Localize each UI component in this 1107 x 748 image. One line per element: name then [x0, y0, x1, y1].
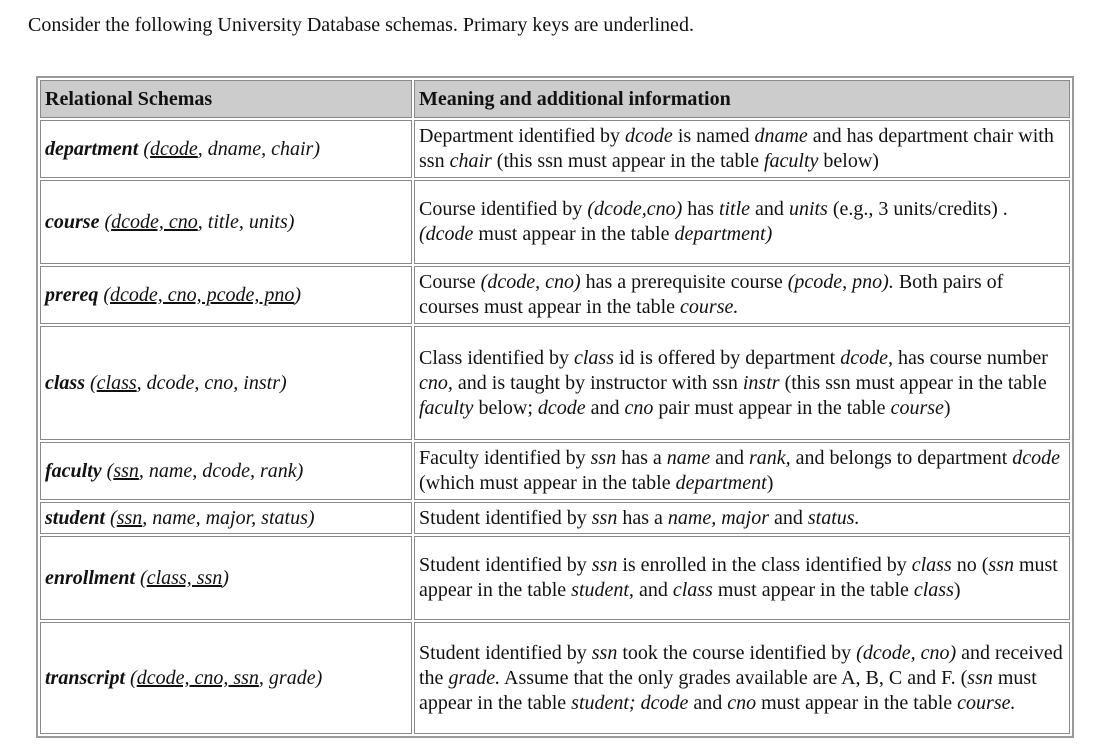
- primary-key-attributes: dcode, cno, ssn: [136, 667, 259, 689]
- relation-name: enrollment: [45, 567, 136, 589]
- meaning-text: and has department chair with ssn: [419, 125, 1054, 172]
- meaning-text: (e.g., 3 units/credits) .: [827, 198, 1008, 220]
- table-row: [40, 536, 1070, 620]
- meaning-text: must appear in the table: [419, 554, 1058, 601]
- meaning-text: (dcode, cno): [856, 641, 957, 664]
- meaning-text: (pcode, pno).: [787, 271, 894, 293]
- meaning-text: (dcode: [419, 223, 474, 245]
- meaning-text: below): [818, 150, 879, 172]
- header-meaning: Meaning and additional information: [414, 80, 1070, 118]
- meaning-cell: [414, 180, 1070, 264]
- primary-key-attributes: class, ssn: [146, 567, 223, 589]
- meaning-text: took the course identified by: [617, 641, 857, 664]
- meaning-text: ssn: [988, 554, 1014, 576]
- meaning-text: and: [769, 506, 808, 529]
- schema-cell: [40, 326, 412, 440]
- schema-cell: [40, 180, 412, 264]
- schema-cell: [40, 120, 412, 178]
- meaning-text: class: [672, 579, 713, 601]
- meaning-text: and: [585, 396, 625, 419]
- meaning-cell: [414, 502, 1070, 534]
- meaning-text: Course identified by: [419, 198, 588, 220]
- meaning-text: cno: [727, 691, 757, 714]
- relation-name: class: [45, 372, 85, 394]
- relation-name: prereq: [45, 284, 99, 306]
- meaning-cell: [414, 266, 1070, 324]
- schema-cell: [40, 536, 412, 620]
- meaning-text: Department identified by: [419, 125, 626, 147]
- meaning-text: Assume that the only grades available are A, B, C and F. (: [500, 666, 968, 689]
- meaning-text: course.: [680, 296, 739, 318]
- meaning-cell: [414, 622, 1070, 734]
- primary-key-attributes: dcode, cno, pcode, pno: [110, 284, 295, 306]
- schema-cell: [40, 502, 412, 534]
- meaning-text: has a prerequisite course: [580, 271, 788, 293]
- meaning-text: name: [666, 447, 711, 469]
- attribute-text: (: [104, 211, 112, 233]
- meaning-cell: [414, 326, 1070, 440]
- meaning-text: ssn: [591, 506, 618, 529]
- meaning-text: (dcode,cno): [587, 198, 683, 220]
- meaning-text: (this ssn must appear in the table: [491, 150, 764, 172]
- relation-name: course: [45, 211, 100, 233]
- meaning-text: and: [750, 198, 789, 220]
- meaning-text: instr: [742, 371, 780, 394]
- schema-table: [38, 78, 1072, 736]
- attribute-text: (: [130, 667, 137, 689]
- schema-cell: [40, 622, 412, 734]
- table-row: [40, 266, 1070, 324]
- meaning-text: must appear in the table: [712, 579, 914, 601]
- meaning-text: Faculty identified by: [419, 447, 591, 469]
- meaning-text: dname: [754, 125, 808, 147]
- primary-key-attributes: dcode: [150, 138, 198, 160]
- meaning-text: class: [913, 579, 954, 601]
- meaning-text: chair: [449, 150, 492, 172]
- table-body: [40, 120, 1070, 734]
- attribute-text: (: [90, 372, 97, 394]
- attribute-text: , name, major, status): [142, 507, 315, 529]
- table-row: [40, 442, 1070, 500]
- meaning-text: student; dcode: [571, 691, 689, 714]
- attribute-text: (: [143, 138, 151, 160]
- meaning-text: must appear in the table: [756, 691, 958, 714]
- meaning-text: faculty: [763, 150, 819, 172]
- meaning-text: rank,: [748, 447, 791, 469]
- attribute-text: (: [110, 507, 117, 529]
- meaning-text: and belongs to department: [790, 447, 1013, 469]
- meaning-text: Student identified by: [419, 506, 592, 529]
- schema-cell: [40, 442, 412, 500]
- header-row: [40, 80, 1070, 118]
- meaning-text: name, major: [667, 506, 769, 529]
- primary-key-attributes: dcode, cno: [111, 211, 198, 233]
- relation-name: transcript: [45, 667, 126, 689]
- meaning-text: Class identified by: [419, 346, 574, 369]
- meaning-text: ssn: [590, 447, 617, 469]
- meaning-text: (which must appear in the table: [419, 472, 676, 494]
- meaning-text: class: [573, 346, 614, 369]
- meaning-text: class: [911, 554, 952, 576]
- meaning-text: course: [890, 396, 944, 419]
- meaning-text: ssn: [591, 641, 618, 664]
- meaning-text: is enrolled in the class identified by: [617, 554, 912, 576]
- meaning-text: units: [788, 198, 828, 220]
- schema-table-frame: [36, 76, 1074, 738]
- meaning-text: has course number: [892, 346, 1048, 369]
- meaning-text: must appear in the table: [473, 223, 675, 245]
- meaning-text: is named: [672, 125, 755, 147]
- meaning-text: ): [766, 472, 774, 494]
- relation-name: faculty: [45, 460, 102, 482]
- meaning-cell: [414, 536, 1070, 620]
- meaning-text: Both pairs of courses must appear in the table: [419, 271, 1004, 318]
- attribute-text: (: [106, 460, 114, 482]
- meaning-text: course.: [957, 691, 1016, 714]
- attribute-text: (: [140, 567, 147, 589]
- meaning-text: dcode,: [840, 346, 893, 369]
- attribute-text: , dcode, cno, instr): [136, 372, 287, 394]
- attribute-text: , dname, chair): [197, 138, 320, 160]
- meaning-text: has: [682, 198, 719, 220]
- attribute-text: ): [222, 567, 229, 589]
- header-relational-schemas: Relational Schemas: [40, 80, 412, 118]
- meaning-text: pair must appear in the table: [653, 396, 891, 419]
- attribute-text: ): [294, 284, 302, 306]
- meaning-text: department): [674, 223, 773, 245]
- meaning-text: and received the: [419, 641, 1063, 689]
- attribute-text: (: [103, 284, 110, 306]
- meaning-text: ssn: [591, 554, 618, 576]
- primary-key-attributes: ssn: [116, 507, 143, 529]
- intro-text: Consider the following University Database schemas. Primary keys are underlined.: [28, 14, 694, 36]
- primary-key-attributes: ssn: [113, 460, 139, 482]
- meaning-text: status.: [807, 506, 860, 529]
- meaning-text: Student identified by: [419, 641, 592, 664]
- meaning-text: (dcode, cno): [480, 271, 581, 293]
- attribute-text: , name, dcode, rank): [138, 460, 304, 482]
- meaning-text: grade.: [448, 666, 501, 689]
- meaning-cell: [414, 120, 1070, 178]
- primary-key-attributes: class: [96, 372, 137, 394]
- meaning-text: (this ssn must appear in the table: [779, 371, 1047, 394]
- meaning-text: ): [943, 396, 951, 419]
- relation-name: department: [45, 138, 139, 160]
- table-row: [40, 326, 1070, 440]
- attribute-text: , grade): [258, 667, 323, 689]
- meaning-text: Student identified by: [419, 554, 592, 576]
- table-row: [40, 502, 1070, 534]
- meaning-text: must appear in the table: [419, 666, 1037, 714]
- meaning-text: below;: [473, 396, 538, 419]
- meaning-text: faculty: [419, 396, 474, 419]
- meaning-text: title: [718, 198, 751, 220]
- meaning-text: no (: [951, 554, 989, 576]
- meaning-cell: [414, 442, 1070, 500]
- meaning-text: dcode: [537, 396, 586, 419]
- meaning-text: department: [675, 472, 767, 494]
- schema-cell: [40, 266, 412, 324]
- meaning-text: ssn: [967, 666, 993, 689]
- table-row: [40, 622, 1070, 734]
- meaning-text: and: [633, 579, 673, 601]
- meaning-text: cno,: [419, 371, 453, 394]
- meaning-text: id is offered by department: [613, 346, 841, 369]
- meaning-text: and: [688, 691, 728, 714]
- attribute-text: , title, units): [197, 211, 295, 233]
- meaning-text: student,: [571, 579, 634, 601]
- meaning-text: has a: [616, 447, 667, 469]
- meaning-text: ): [953, 579, 961, 601]
- table-row: [40, 120, 1070, 178]
- meaning-text: Course: [419, 271, 481, 293]
- meaning-text: and: [710, 447, 749, 469]
- meaning-text: dcode: [1012, 447, 1061, 469]
- table-row: [40, 180, 1070, 264]
- relation-name: student: [45, 507, 106, 529]
- meaning-text: dcode: [625, 125, 673, 147]
- meaning-text: has a: [617, 506, 668, 529]
- meaning-text: cno: [624, 396, 654, 419]
- meaning-text: and is taught by instructor with ssn: [452, 371, 743, 394]
